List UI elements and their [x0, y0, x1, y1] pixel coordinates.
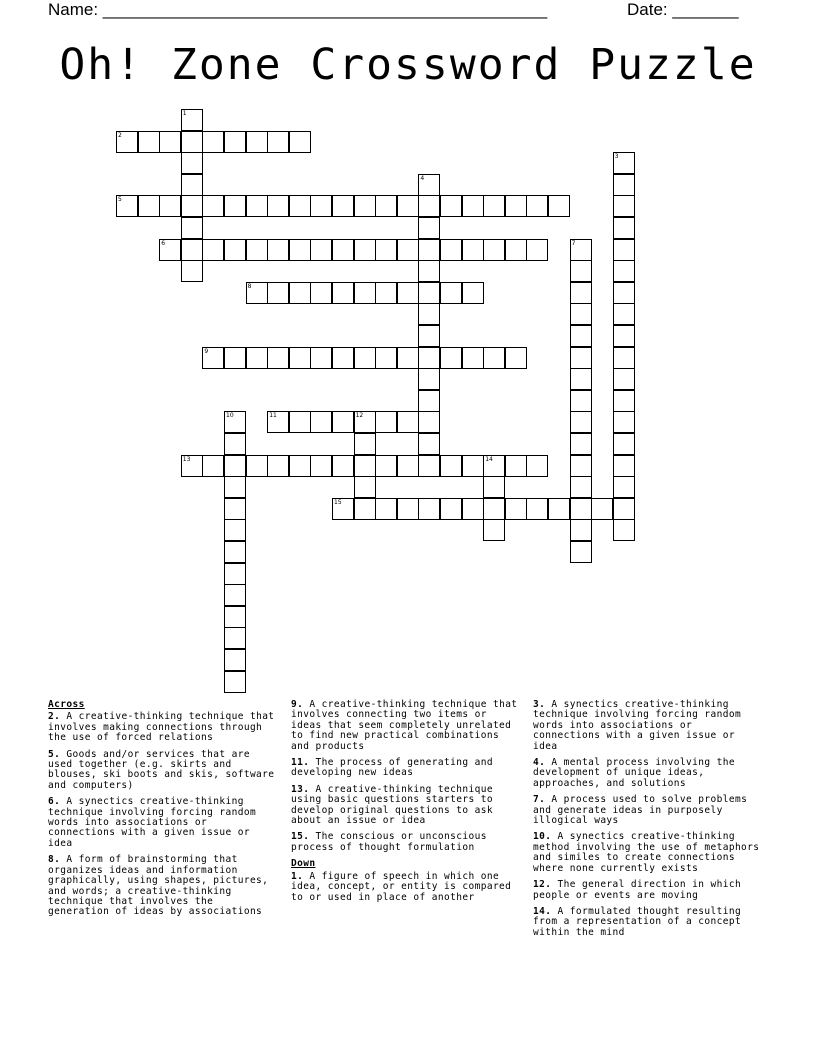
grid-cell[interactable] — [613, 217, 635, 239]
grid-cell[interactable] — [181, 109, 203, 131]
grid-cell[interactable] — [202, 131, 224, 153]
grid-cell[interactable] — [570, 390, 592, 412]
grid-cell[interactable] — [613, 260, 635, 282]
grid-cell[interactable] — [397, 195, 419, 217]
grid-cell[interactable] — [483, 195, 505, 217]
grid-cell[interactable] — [613, 368, 635, 390]
clue-item — [533, 880, 765, 901]
grid-cell[interactable] — [462, 239, 484, 261]
clue-text: The process of generating and developing new ideas — [291, 757, 493, 779]
grid-cell[interactable] — [418, 347, 440, 369]
grid-cell[interactable] — [375, 455, 397, 477]
clue-number-label: 10 — [226, 412, 234, 420]
grid-cell[interactable] — [267, 455, 289, 477]
grid-cell[interactable] — [418, 390, 440, 412]
grid-cell[interactable] — [418, 217, 440, 239]
grid-cell[interactable] — [526, 239, 548, 261]
puzzle-title: Oh! Zone Crossword Puzzle — [59, 40, 757, 90]
grid-cell[interactable] — [418, 325, 440, 347]
grid-cell[interactable] — [202, 347, 224, 369]
grid-cell[interactable] — [613, 476, 635, 498]
clue-number-label: 12 — [355, 412, 364, 420]
grid-cell[interactable] — [224, 606, 246, 628]
grid-cell[interactable] — [224, 627, 246, 649]
clue-item — [533, 700, 765, 752]
clue-text: A creative-thinking technique using basic questions starters to develop original questions to ask about an issue or idea — [291, 783, 493, 827]
grid-cell[interactable] — [613, 152, 635, 174]
grid-cell[interactable] — [375, 411, 397, 433]
grid-cell[interactable] — [440, 195, 462, 217]
clue-number-label: 13 — [182, 455, 191, 463]
grid-cell[interactable] — [332, 282, 354, 304]
grid-cell[interactable] — [570, 282, 592, 304]
grid-cell[interactable] — [613, 433, 635, 455]
clue-item — [48, 750, 280, 792]
grid-cell[interactable] — [418, 303, 440, 325]
grid-cell[interactable] — [570, 519, 592, 541]
grid-cell[interactable] — [289, 131, 311, 153]
grid-cell[interactable] — [418, 411, 440, 433]
grid-cell[interactable] — [332, 498, 354, 520]
clue-number: 5. — [48, 748, 61, 760]
grid-cell[interactable] — [548, 498, 570, 520]
grid-cell[interactable] — [224, 433, 246, 455]
grid-cell[interactable] — [246, 131, 268, 153]
clue-item — [48, 855, 280, 917]
grid-cell[interactable] — [570, 541, 592, 563]
clue-item — [533, 907, 765, 938]
grid-cell[interactable] — [570, 498, 592, 520]
clue-item — [48, 712, 280, 743]
clue-number: 9. — [291, 699, 304, 710]
grid-cell[interactable] — [375, 347, 397, 369]
grid-cell[interactable] — [397, 455, 419, 477]
grid-cell[interactable] — [138, 195, 160, 217]
clue-item — [533, 758, 765, 789]
grid-cell[interactable] — [483, 519, 505, 541]
grid-cell[interactable] — [354, 476, 376, 498]
grid-cell[interactable] — [224, 671, 246, 693]
grid-cell[interactable] — [570, 411, 592, 433]
grid-cell[interactable] — [267, 195, 289, 217]
grid-cell[interactable] — [483, 239, 505, 261]
grid-cell[interactable] — [591, 498, 613, 520]
grid-cell[interactable] — [418, 368, 440, 390]
down-heading: Down — [291, 858, 316, 870]
grid-cell[interactable] — [462, 455, 484, 477]
grid-cell[interactable] — [267, 239, 289, 261]
clue-number: 10. — [533, 831, 552, 843]
grid-cell[interactable] — [289, 411, 311, 433]
grid-cell[interactable] — [418, 195, 440, 217]
grid-cell[interactable] — [267, 411, 289, 433]
clue-text: A figure of speech in which one idea, concept, or entity is compared to or used in place of another — [291, 870, 512, 903]
grid-cell[interactable] — [570, 455, 592, 477]
grid-cell[interactable] — [354, 433, 376, 455]
grid-cell[interactable] — [375, 498, 397, 520]
clue-number: 12. — [533, 879, 552, 891]
grid-cell[interactable] — [181, 239, 203, 261]
grid-cell[interactable] — [289, 195, 311, 217]
grid-cell[interactable] — [181, 455, 203, 477]
grid-cell[interactable] — [418, 239, 440, 261]
clue-number: 2. — [48, 711, 61, 723]
grid-cell[interactable] — [505, 455, 527, 477]
grid-cell[interactable] — [354, 411, 376, 433]
grid-cell[interactable] — [354, 239, 376, 261]
grid-cell[interactable] — [483, 347, 505, 369]
clue-item — [48, 797, 280, 849]
grid-cell[interactable] — [332, 411, 354, 433]
grid-cell[interactable] — [418, 498, 440, 520]
grid-cell[interactable] — [181, 152, 203, 174]
grid-cell[interactable] — [570, 433, 592, 455]
clue-number: 7. — [533, 794, 546, 806]
grid-cell[interactable] — [181, 217, 203, 239]
clue-text: A form of brainstorming that organizes ideas and information graphically, using shapes, pictures, and words; a creative-thinking technique that involves the generation of ideas by associations — [48, 854, 269, 918]
grid-cell[interactable] — [289, 239, 311, 261]
grid-cell[interactable] — [418, 174, 440, 196]
clue-number: 14. — [533, 905, 552, 917]
clue-number-label: 15 — [334, 498, 342, 506]
grid-cell[interactable] — [462, 282, 484, 304]
date-field: Date: _______ — [627, 0, 739, 19]
grid-cell[interactable] — [613, 174, 635, 196]
clue-number: 11. — [291, 757, 310, 769]
grid-cell[interactable] — [570, 368, 592, 390]
grid-cell[interactable] — [310, 282, 332, 304]
grid-cell[interactable] — [310, 239, 332, 261]
grid-cell[interactable] — [613, 519, 635, 541]
grid-cell[interactable] — [181, 260, 203, 282]
grid-cell[interactable] — [418, 282, 440, 304]
clue-number: 1. — [291, 870, 304, 882]
grid-cell[interactable] — [246, 347, 268, 369]
grid-cell[interactable] — [246, 455, 268, 477]
grid-cell[interactable] — [267, 282, 289, 304]
grid-cell[interactable] — [440, 498, 462, 520]
grid-cell[interactable] — [332, 239, 354, 261]
clue-number: 6. — [48, 796, 61, 808]
grid-cell[interactable] — [246, 239, 268, 261]
clue-text: The conscious or unconscious process of thought formulation — [291, 831, 487, 853]
grid-cell[interactable] — [526, 195, 548, 217]
clue-number: 3. — [533, 699, 546, 710]
clue-number: 4. — [533, 757, 546, 769]
grid-cell[interactable] — [505, 195, 527, 217]
grid-cell[interactable] — [375, 195, 397, 217]
grid-cell[interactable] — [440, 282, 462, 304]
grid-cell[interactable] — [613, 195, 635, 217]
clues-column-3 — [533, 700, 765, 944]
grid-cell[interactable] — [267, 131, 289, 153]
grid-cell[interactable] — [224, 455, 246, 477]
grid-cell[interactable] — [354, 455, 376, 477]
grid-cell[interactable] — [202, 195, 224, 217]
grid-cell[interactable] — [505, 239, 527, 261]
grid-cell[interactable] — [613, 411, 635, 433]
grid-cell[interactable] — [526, 455, 548, 477]
across-clue-list — [48, 712, 280, 917]
grid-cell[interactable] — [570, 239, 592, 261]
grid-cell[interactable] — [505, 498, 527, 520]
grid-cell[interactable] — [246, 282, 268, 304]
grid-cell[interactable] — [462, 347, 484, 369]
grid-cell[interactable] — [440, 455, 462, 477]
clue-number: 8. — [48, 854, 61, 866]
clue-number-label: 11 — [269, 412, 277, 420]
grid-cell[interactable] — [613, 239, 635, 261]
grid-cell[interactable] — [613, 390, 635, 412]
grid-cell[interactable] — [181, 131, 203, 153]
clue-number-label: 3 — [614, 153, 619, 161]
down-clue-list — [291, 872, 523, 903]
grid-cell[interactable] — [159, 239, 181, 261]
grid-cell[interactable] — [224, 131, 246, 153]
grid-cell[interactable] — [224, 476, 246, 498]
clues-column-1 — [48, 700, 280, 924]
grid-cell[interactable] — [310, 411, 332, 433]
grid-cell[interactable] — [548, 195, 570, 217]
grid-cell[interactable] — [224, 195, 246, 217]
grid-cell[interactable] — [116, 195, 138, 217]
clue-item — [291, 872, 523, 903]
grid-cell[interactable] — [224, 541, 246, 563]
grid-cell[interactable] — [310, 195, 332, 217]
clue-item — [291, 700, 523, 752]
grid-cell[interactable] — [526, 498, 548, 520]
grid-cell[interactable] — [354, 195, 376, 217]
grid-cell[interactable] — [570, 260, 592, 282]
clue-text: A process used to solve problems and generate ideas in purposely illogical ways — [533, 794, 748, 827]
grid-cell[interactable] — [224, 584, 246, 606]
grid-cell[interactable] — [310, 455, 332, 477]
clue-number-label: 14 — [485, 455, 493, 463]
grid-cell[interactable] — [375, 282, 397, 304]
across-clue-list-continued — [291, 700, 523, 853]
clue-item — [291, 785, 523, 827]
grid-cell[interactable] — [138, 131, 160, 153]
clue-item — [291, 758, 523, 779]
grid-cell[interactable] — [289, 282, 311, 304]
grid-cell[interactable] — [159, 195, 181, 217]
clue-item — [533, 832, 765, 874]
clue-text: A formulated thought resulting from a representation of a concept within the mind — [533, 905, 742, 938]
clue-text: Goods and/or services that are used together (e.g. skirts and blouses, ski boots and skis, software and computers) — [48, 748, 275, 791]
name-field: Name: _______________________________________________ — [48, 0, 548, 19]
clue-number-label: 9 — [204, 347, 209, 355]
clue-number-label: 2 — [118, 131, 122, 139]
grid-cell[interactable] — [613, 455, 635, 477]
grid-cell[interactable] — [375, 239, 397, 261]
grid-cell[interactable] — [397, 411, 419, 433]
grid-cell[interactable] — [418, 260, 440, 282]
grid-cell[interactable] — [613, 347, 635, 369]
grid-cell[interactable] — [613, 325, 635, 347]
grid-cell[interactable] — [267, 347, 289, 369]
grid-cell[interactable] — [462, 195, 484, 217]
grid-cell[interactable] — [613, 282, 635, 304]
clue-item — [291, 832, 523, 853]
clue-number-label: 7 — [571, 239, 576, 247]
grid-cell[interactable] — [159, 131, 181, 153]
grid-cell[interactable] — [570, 476, 592, 498]
clues-column-2 — [291, 700, 523, 909]
grid-cell[interactable] — [397, 282, 419, 304]
grid-cell[interactable] — [418, 455, 440, 477]
grid-cell[interactable] — [181, 174, 203, 196]
clue-text: A synectics creative-thinking technique involving forcing random words into associations or connections with a given issue or idea — [533, 699, 742, 752]
clue-text: A synectics creative-thinking technique involving forcing random words into associations or connections with a given issue or idea — [48, 796, 257, 849]
grid-cell[interactable] — [483, 476, 505, 498]
grid-cell[interactable] — [505, 347, 527, 369]
clue-number-label: 8 — [247, 282, 252, 290]
across-heading: Across — [48, 699, 85, 710]
grid-cell[interactable] — [202, 239, 224, 261]
grid-cell[interactable] — [570, 347, 592, 369]
clue-number-label: 6 — [161, 239, 166, 247]
grid-cell[interactable] — [332, 195, 354, 217]
grid-cell[interactable] — [440, 239, 462, 261]
clue-text: The general direction in which people or events are moving — [533, 879, 742, 901]
grid-cell[interactable] — [613, 498, 635, 520]
down-clue-list-continued — [533, 700, 765, 938]
grid-cell[interactable] — [354, 282, 376, 304]
grid-cell[interactable] — [397, 498, 419, 520]
grid-cell[interactable] — [116, 131, 138, 153]
grid-cell[interactable] — [397, 347, 419, 369]
grid-cell[interactable] — [418, 433, 440, 455]
clue-text: A synectics creative-thinking method involving the use of metaphors and similes to create connections where none currently exists — [533, 831, 760, 874]
grid-cell[interactable] — [224, 519, 246, 541]
grid-cell[interactable] — [224, 563, 246, 585]
clue-text: A mental process involving the development of unique ideas, approaches, and solutions — [533, 757, 735, 789]
clue-number-label: 5 — [118, 196, 122, 204]
grid-cell[interactable] — [224, 649, 246, 671]
grid-cell[interactable] — [397, 239, 419, 261]
grid-cell[interactable] — [570, 303, 592, 325]
clue-number: 15. — [291, 831, 310, 843]
grid-cell[interactable] — [332, 455, 354, 477]
grid-cell[interactable] — [246, 195, 268, 217]
grid-cell[interactable] — [310, 347, 332, 369]
grid-cell[interactable] — [224, 347, 246, 369]
grid-cell[interactable] — [462, 498, 484, 520]
grid-cell[interactable] — [332, 347, 354, 369]
clue-text: A creative-thinking technique that involves making connections through the use of forced relations — [48, 711, 275, 744]
grid-cell[interactable] — [181, 195, 203, 217]
clue-item — [533, 795, 765, 826]
clue-number-label: 1 — [182, 110, 187, 117]
grid-cell[interactable] — [224, 239, 246, 261]
grid-cell[interactable] — [289, 347, 311, 369]
grid-cell[interactable] — [202, 455, 224, 477]
grid-cell[interactable] — [483, 455, 505, 477]
grid-cell[interactable] — [354, 347, 376, 369]
grid-cell[interactable] — [354, 498, 376, 520]
grid-cell[interactable] — [613, 303, 635, 325]
grid-cell[interactable] — [570, 325, 592, 347]
clue-number-label: 4 — [420, 174, 425, 182]
grid-cell[interactable] — [224, 411, 246, 433]
grid-cell[interactable] — [289, 455, 311, 477]
clue-number: 13. — [291, 783, 310, 795]
grid-cell[interactable] — [224, 498, 246, 520]
grid-cell[interactable] — [483, 498, 505, 520]
grid-cell[interactable] — [440, 347, 462, 369]
clue-text: A creative-thinking technique that involves connecting two items or ideas that seem completely unrelated to find new practical combinations and products — [291, 699, 518, 752]
